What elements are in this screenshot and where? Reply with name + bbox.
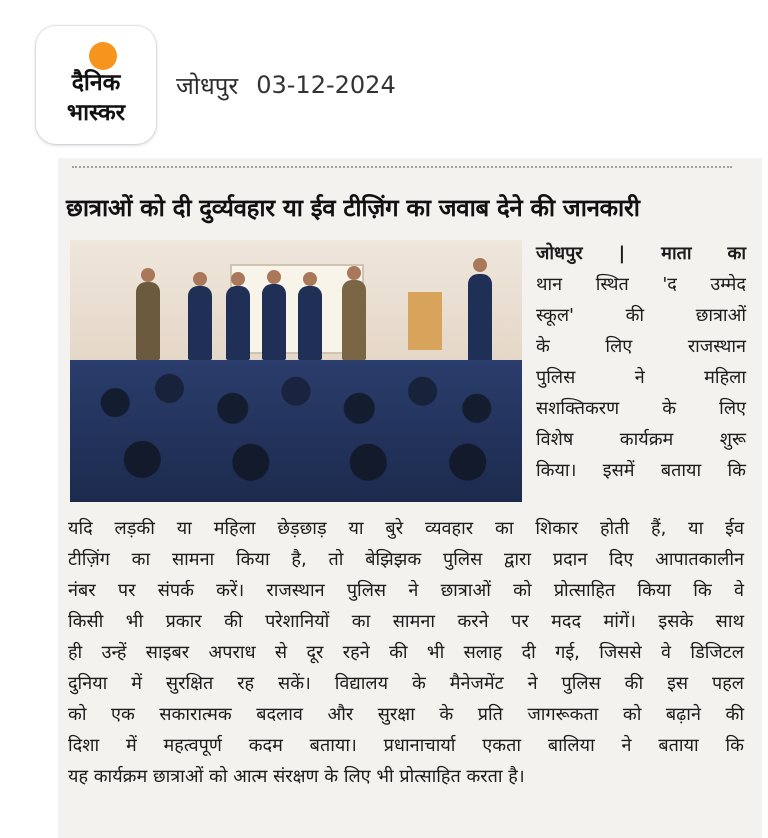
side-line: स्कूल' की छात्राओं	[536, 305, 746, 326]
photo-officer-head	[267, 270, 281, 284]
photo-students	[70, 360, 522, 502]
side-line: सशक्तिकरण के लिए	[536, 398, 746, 419]
logo-line-1: दैनिक	[71, 70, 121, 96]
photo-officer	[136, 282, 160, 360]
body-line: दुनिया में सुरक्षित रह सकें। विद्यालय के मैनेजमेंट ने पुलिस की इस पहल	[68, 673, 744, 694]
clip-header	[0, 0, 768, 150]
edition-meta	[176, 68, 396, 102]
body-line: टीज़िंग का सामना किया है, तो बेझिझक पुलिस द्वारा प्रदान दिए आपातकालीन	[68, 549, 744, 570]
photo-speaker	[468, 274, 492, 364]
cut-edge	[72, 166, 732, 174]
side-line: थान स्थित 'द उम्मेद	[536, 274, 746, 295]
photo-officer	[262, 284, 286, 360]
edition-city: जोधपुर	[176, 71, 239, 100]
side-line: जोधपुर | माता का	[536, 243, 746, 264]
body-line: को एक सकारात्मक बदलाव और सुरक्षा के प्रति जागरूकता को बढ़ाने की	[68, 704, 744, 725]
photo-officer	[298, 286, 322, 360]
photo-podium	[408, 292, 442, 350]
side-line: के लिए राजस्थान	[536, 336, 746, 357]
body-line: दिशा में महत्वपूर्ण कदम बताया। प्रधानाचार्या एकता बालिया ने बताया कि	[68, 735, 744, 756]
article-body	[68, 513, 744, 792]
body-line: यदि लड़की या महिला छेड़छाड़ या बुरे व्यवहार का शिकार होती हैं, या ईव	[68, 518, 744, 539]
article-headline: छात्राओं को दी दुर्व्यवहार या ईव टीज़िंग का जवाब देने की जानकारी	[66, 194, 640, 222]
body-line: किसी भी प्रकार की परेशानियों का सामना करने पर मदद मांगें। इसके साथ	[68, 611, 744, 632]
body-line: यह कार्यक्रम छात्राओं को आत्म संरक्षण के लिए भी प्रोत्साहित करता है।	[68, 766, 525, 787]
side-line: विशेष कार्यक्रम शुरू	[536, 429, 746, 450]
photo-speaker-head	[473, 258, 487, 272]
newspaper-clipping	[58, 158, 762, 838]
body-line: नंबर पर संपर्क करें। राजस्थान पुलिस ने छात्राओं को प्रोत्साहित किया कि वे	[68, 580, 744, 601]
logo-line-2: भास्कर	[66, 100, 126, 126]
photo-officer	[188, 286, 212, 360]
side-line: किया। इसमें बताया कि	[536, 460, 746, 481]
photo-officer	[342, 280, 366, 360]
photo-officer-head	[231, 272, 245, 286]
article-photo	[70, 240, 522, 502]
side-line: पुलिस ने महिला	[536, 367, 746, 388]
article-side-column	[536, 238, 746, 486]
photo-officer-head	[303, 272, 317, 286]
photo-officer	[226, 286, 250, 360]
photo-officer-head	[141, 268, 155, 282]
edition-date: 03-12-2024	[256, 71, 396, 99]
photo-officer-head	[347, 266, 361, 280]
dainik-bhaskar-logo	[36, 26, 156, 144]
photo-officer-head	[193, 272, 207, 286]
sun-icon	[89, 42, 117, 70]
body-line: ही उन्हें साइबर अपराध से दूर रहने की भी सलाह दी गई, जिससे वे डिजिटल	[68, 642, 744, 663]
